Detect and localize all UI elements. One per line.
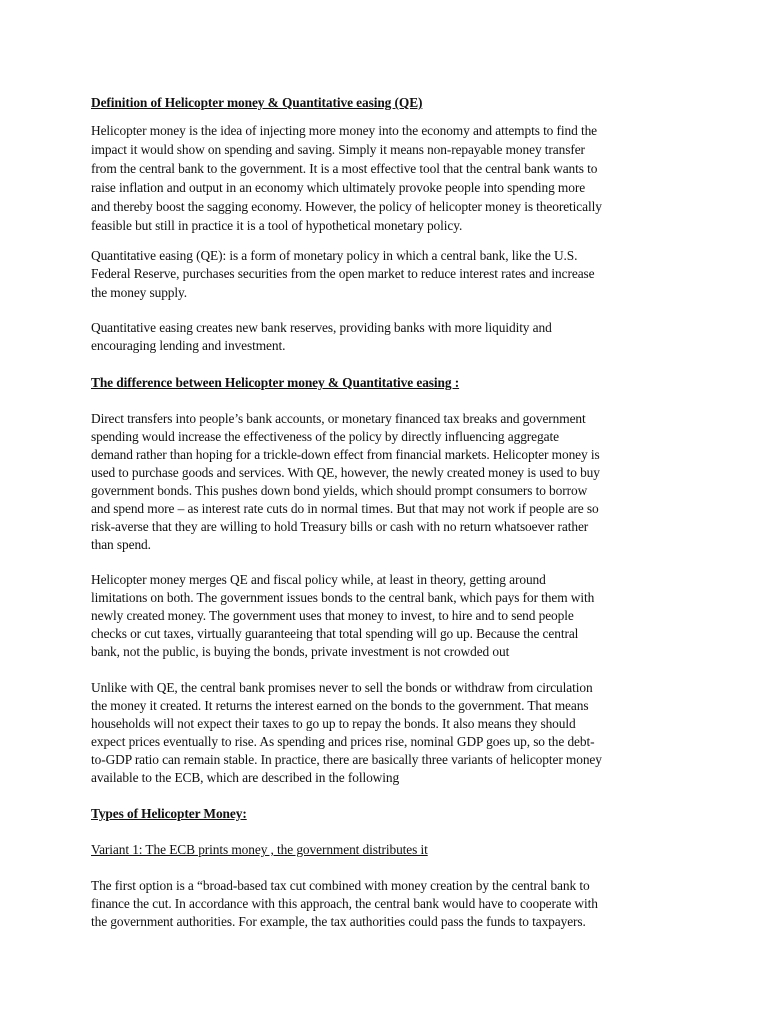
text-line: checks or cut taxes, virtually guaranteeing that total spending will go up. Because the central [91, 626, 579, 641]
text-line: households will not expect their taxes to go up to repay the bonds. It also means they should [91, 716, 576, 731]
text-line: the government authorities. For example, the tax authorities could pass the funds to taxpayers. [91, 914, 586, 929]
text-line: raise inflation and output in an economy which ultimately provoke people into spending more [91, 180, 586, 195]
text-line: spending would increase the effectiveness of the policy by directly influencing aggregate [91, 429, 559, 444]
text-line: Unlike with QE, the central bank promises never to sell the bonds or withdraw from circulation [91, 680, 593, 695]
text-line: newly created money. The government uses that money to invest, to hire and to send people [91, 608, 574, 623]
text-line: limitations on both. The government issues bonds to the central bank, which pays for them with [91, 590, 595, 605]
text-line: and thereby boost the sagging economy. However, the policy of helicopter money is theoretically [91, 199, 602, 214]
text-line: from the central bank to the government. It is a most effective tool that the central bank wants to [91, 161, 598, 176]
text-line: and spend more – as interest rate cuts do in normal times. But that may not work if people are so [91, 501, 599, 516]
text-line: finance the cut. In accordance with this approach, the central bank would have to cooperate with [91, 896, 598, 911]
text-line: to-GDP ratio can remain stable. In practice, there are basically three variants of helicopter money [91, 752, 602, 767]
text-line: risk-averse that they are willing to hold Treasury bills or cash with no return whatsoever rather [91, 519, 589, 534]
text-line: Quantitative easing creates new bank reserves, providing banks with more liquidity and [91, 320, 552, 335]
text-line: impact it would show on spending and saving. Simply it means non-repayable money transfer [91, 142, 585, 157]
text-line: available to the ECB, which are described in the following [91, 770, 400, 785]
heading-difference: The difference between Helicopter money & Quantitative easing : [91, 375, 460, 390]
text-line: feasible but still in practice it is a tool of hypothetical monetary policy. [91, 218, 463, 233]
text-line: Direct transfers into people’s bank accounts, or monetary financed tax breaks and government [91, 411, 586, 426]
text-line: the money it created. It returns the interest earned on the bonds to the government. That means [91, 698, 589, 713]
text-line: encouraging lending and investment. [91, 338, 286, 353]
text-line: Helicopter money is the idea of injecting more money into the economy and attempts to find the [91, 123, 598, 138]
text-line: than spend. [91, 537, 151, 552]
text-line: Helicopter money merges QE and fiscal policy while, at least in theory, getting around [91, 572, 546, 587]
text-line: Federal Reserve, purchases securities from the open market to reduce interest rates and increase [91, 266, 595, 281]
heading-definition: Definition of Helicopter money & Quantitative easing (QE) [91, 95, 423, 110]
text-line: Quantitative easing (QE): is a form of monetary policy in which a central bank, like the U.S. [91, 248, 578, 263]
variant-1-heading: Variant 1: The ECB prints money , the government distributes it [91, 842, 428, 857]
text-line: used to purchase goods and services. With QE, however, the newly created money is used to buy [91, 465, 600, 480]
text-line: demand rather than hoping for a trickle-down effect from financial markets. Helicopter money is [91, 447, 600, 462]
text-line: expect prices eventually to rise. As spending and prices rise, nominal GDP goes up, so the debt- [91, 734, 595, 749]
heading-types: Types of Helicopter Money: [91, 806, 247, 821]
text-line: The first option is a “broad-based tax cut combined with money creation by the central bank to [91, 878, 590, 893]
text-line: government bonds. This pushes down bond yields, which should prompt consumers to borrow [91, 483, 588, 498]
text-line: bank, not the public, is buying the bonds, private investment is not crowded out [91, 644, 510, 659]
text-line: the money supply. [91, 285, 187, 300]
